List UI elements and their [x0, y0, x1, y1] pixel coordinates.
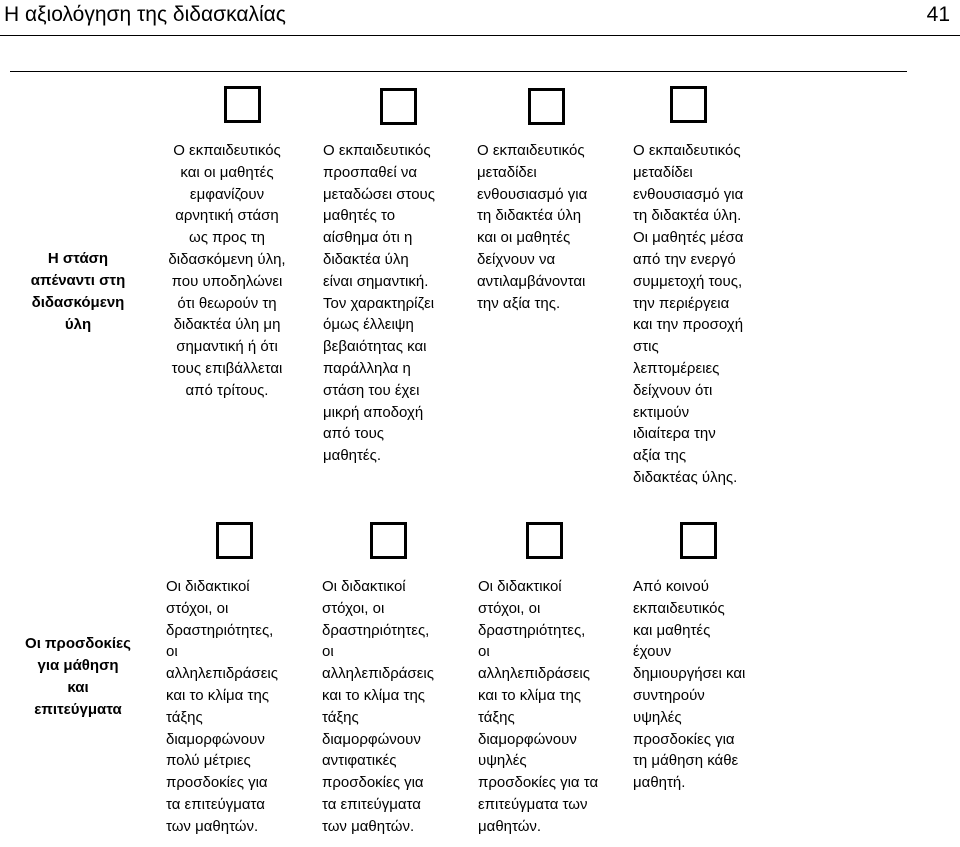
rating-checkbox-expectations-4[interactable] [680, 522, 717, 559]
rating-checkbox-attitude-4[interactable] [670, 86, 707, 123]
page-header [0, 0, 960, 36]
descriptor-expectations-1: Οι διδακτικοί στόχοι, οι δραστηριότητες, οι αλληλεπιδράσεις και το κλίμα της τάξης διαμορφώνουν πολύ μέτριες προσδοκίες για τα επιτεύγματα των μαθητών. [166, 578, 278, 835]
rating-checkbox-expectations-3[interactable] [526, 522, 563, 559]
rating-checkbox-attitude-1[interactable] [224, 86, 261, 123]
rating-checkbox-attitude-2[interactable] [380, 88, 417, 125]
descriptor-attitude-4: Ο εκπαιδευτικός μεταδίδει ενθουσιασμό για τη διδακτέα ύλη. Οι μαθητές μέσα από την ενεργό συμμετοχή τους, την περιέργεια και την προσοχή στις λεπτομέρειες δείχνουν ότι εκτιμούν ιδιαίτερα την αξία της διδακτέας ύλης. [633, 142, 744, 486]
descriptor-attitude-3: Ο εκπαιδευτικός μεταδίδει ενθουσιασμό για τη διδακτέα ύλη και οι μαθητές δείχνουν να αντιλαμβάνονται την αξία της. [477, 142, 588, 312]
descriptor-expectations-3: Οι διδακτικοί στόχοι, οι δραστηριότητες, οι αλληλεπιδράσεις και το κλίμα της τάξης διαμορφώνουν υψηλές προσδοκίες για τα επιτεύγματα των μαθητών. [478, 578, 599, 835]
header-divider [0, 35, 960, 36]
rating-checkbox-attitude-3[interactable] [528, 88, 565, 125]
rating-checkbox-expectations-2[interactable] [370, 522, 407, 559]
page-title: Η αξιολόγηση της διδασκαλίας [4, 3, 286, 26]
descriptor-attitude-2: Ο εκπαιδευτικός προσπαθεί να μεταδώσει στους μαθητές το αίσθημα ότι η διδακτέα ύλη είναι σημαντική. Τον χαρακτηρίζει όμως έλλειψη βεβαιότητας και παράλληλα η στάση του έχει μικρή αποδοχή από τους μαθητές. [323, 142, 435, 465]
row-label-attitude: Η στάση απέναντι στη διδασκόμενη ύλη [30, 250, 126, 333]
descriptor-expectations-2: Οι διδακτικοί στόχοι, οι δραστηριότητες, οι αλληλεπιδράσεις και το κλίμα της τάξης διαμορφώνουν αντιφατικές προσδοκίες για τα επιτεύγματα των μαθητών. [322, 578, 434, 835]
descriptor-expectations-4: Από κοινού εκπαιδευτικός και μαθητές έχουν δημιουργήσει και συντηρούν υψηλές προσδοκίες για τη μάθηση κάθε μαθητή. [633, 578, 746, 792]
table-top-rule [10, 71, 907, 72]
descriptor-attitude-1: Ο εκπαιδευτικός και οι μαθητές εμφανίζουν αρνητική στάση ως προς τη διδασκόμενη ύλη, που υποδηλώνει ότι θεωρούν τη διδακτέα ύλη μη σημαντική ή ότι τους επιβάλλεται από τρίτους. [168, 142, 286, 399]
row-label-expectations: Οι προσδοκίες για μάθηση και επιτεύγματα [25, 635, 131, 718]
page-number: 41 [926, 3, 950, 26]
rating-checkbox-expectations-1[interactable] [216, 522, 253, 559]
